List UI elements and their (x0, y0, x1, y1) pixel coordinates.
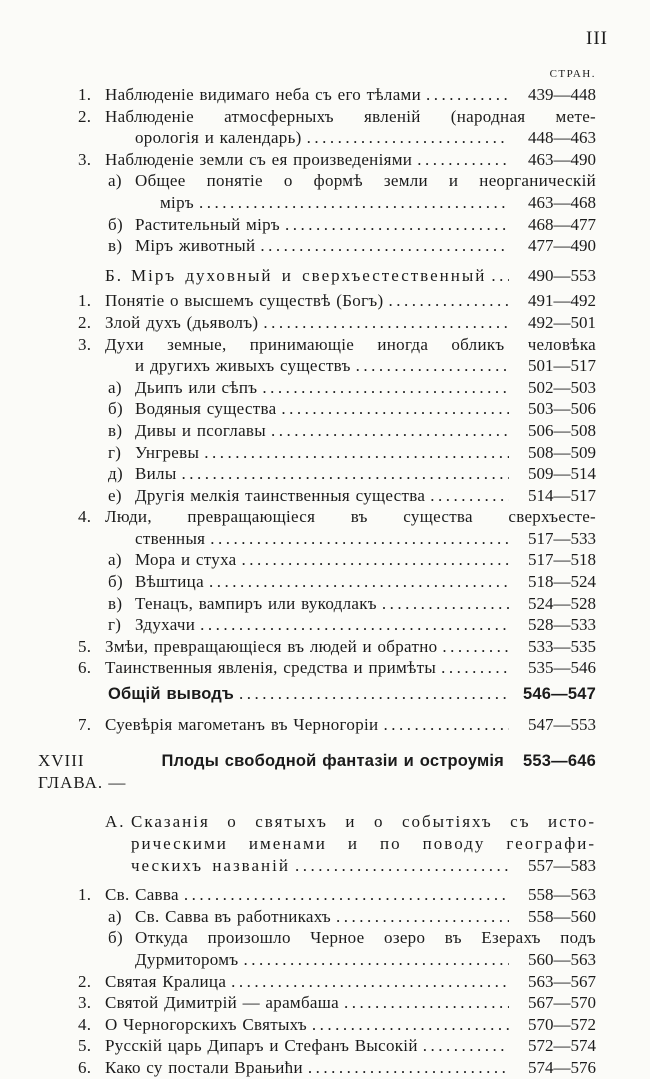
toc-item-pages: 553—646 (523, 752, 596, 771)
dot-leader (182, 463, 509, 485)
toc-item-marker: в) (108, 420, 123, 440)
toc-row (55, 290, 596, 312)
toc-item-pages: 570—572 (528, 1014, 596, 1034)
toc-item-pages: 558—563 (528, 885, 596, 905)
dot-leader (209, 571, 509, 593)
dot-leader (260, 235, 509, 257)
dot-leader (382, 593, 509, 615)
toc-row (55, 833, 596, 855)
toc-item-pages: 558—560 (528, 906, 596, 926)
toc-item-title: міръ (160, 192, 194, 212)
dot-leader (441, 657, 509, 679)
toc-item-pages: 514—517 (528, 485, 596, 505)
toc-row (55, 355, 596, 377)
toc-row (38, 750, 596, 793)
toc-item-pages: 501—517 (528, 356, 596, 376)
toc-item-pages: 502—503 (528, 377, 596, 397)
toc-item-title: Святой Димитрій — арамбаша (105, 993, 339, 1013)
toc-row (55, 170, 596, 192)
toc-item-pages: 524—528 (528, 593, 596, 613)
toc-item-pages: 506—508 (528, 420, 596, 440)
toc-row (55, 312, 596, 334)
toc-item-title: Наблюденіе земли съ ея произведеніями (105, 149, 413, 169)
toc-item-pages: 518—524 (528, 572, 596, 592)
toc-item-marker: 3. (78, 993, 92, 1013)
dot-leader (263, 312, 509, 334)
toc-item-pages: 509—514 (528, 464, 596, 484)
toc-item-pages: 567—570 (528, 993, 596, 1013)
dot-leader (262, 377, 509, 399)
toc-item-title: Дивы и псоглавы (135, 420, 266, 440)
toc-item-marker: г) (108, 615, 122, 635)
toc-item-marker: 2. (78, 971, 92, 991)
dot-leader (210, 528, 509, 550)
toc-row (55, 214, 596, 236)
toc-item-title: Міръ животный (135, 236, 256, 256)
toc-item-title: Сказанія о святыхъ и о событіяхъ съ исто- (131, 812, 596, 832)
toc-item-marker: 4. (78, 507, 92, 527)
toc-item-pages: 560—563 (528, 949, 596, 969)
toc-row (55, 714, 596, 736)
dot-leader (285, 214, 509, 236)
toc-item-title: Вѣштица (135, 572, 204, 592)
toc-item-title: Плоды свободной фантазіи и остроумія (161, 752, 504, 771)
dot-leader (200, 614, 509, 636)
toc-item-marker: а) (108, 171, 122, 191)
toc-item-marker: 7. (78, 714, 92, 734)
toc-row (55, 614, 596, 636)
toc-item-pages: 563—567 (528, 971, 596, 991)
toc-item-title: Суевѣрія магометанъ въ Черногоріи (105, 714, 379, 734)
toc-item-title: ческихъ названій (131, 855, 290, 875)
toc-item-title: Міръ духовный и сверхъестественный (131, 265, 487, 285)
dot-leader (295, 855, 509, 877)
toc-item-pages: 557—583 (528, 855, 596, 875)
toc-item-pages: 463—490 (528, 149, 596, 169)
toc-row (55, 949, 596, 971)
toc-item-marker: 3. (78, 334, 92, 354)
toc-item-pages: 439—448 (528, 85, 596, 104)
dot-leader (423, 1035, 509, 1057)
toc-row (55, 334, 596, 356)
dot-leader (231, 971, 509, 993)
toc-item-title: Мора и стуха (135, 550, 237, 570)
toc-row (55, 927, 596, 949)
toc-item-marker: 1. (78, 885, 92, 905)
toc-item-title: Другія мелкія таинственныя существа (135, 485, 426, 505)
toc-row (55, 811, 596, 833)
dot-leader (383, 714, 509, 736)
toc-item-title: Духи земные, принимающіе иногда обликъ человѣка (105, 334, 596, 354)
toc-row (55, 420, 596, 442)
toc-row (55, 636, 596, 658)
toc-item-title: Наблюденіе атмосферныхъ явленій (народная мете- (105, 106, 596, 126)
toc-item-marker: б) (108, 928, 123, 948)
toc-item-title: Откуда произошло Черное озеро въ Езерахъ подъ (135, 928, 596, 948)
toc-item-pages: 517—533 (528, 528, 596, 548)
toc-item-pages: 547—553 (528, 714, 596, 734)
toc-item-pages: 448—463 (528, 128, 596, 148)
toc-item-title: Люди, превращающіеся въ существа сверхъесте- (105, 507, 596, 527)
toc-row (55, 398, 596, 420)
toc-item-title: рическими именами и по поводу географи- (131, 834, 596, 853)
toc-item-title: Св. Савва (105, 885, 179, 905)
toc-row (55, 265, 596, 287)
toc-row (55, 149, 596, 171)
toc-row (55, 1014, 596, 1036)
toc-item-title: Здухачи (135, 615, 196, 635)
dot-leader (308, 1057, 509, 1079)
toc-item-pages: 546—547 (523, 685, 596, 704)
toc-item-pages: 503—506 (528, 399, 596, 419)
toc-item-pages: 508—509 (528, 442, 596, 462)
toc-item-pages: 491—492 (528, 291, 596, 311)
toc-item-title: Вилы (135, 464, 177, 484)
dot-leader (239, 683, 509, 705)
toc-item-marker: в) (108, 593, 123, 613)
toc-item-marker: б) (108, 572, 123, 592)
toc-row (55, 106, 596, 128)
toc-item-pages: 572—574 (528, 1036, 596, 1056)
dot-leader (336, 906, 509, 928)
toc-item-marker: 2. (78, 106, 92, 126)
toc-row (55, 571, 596, 593)
toc-item-marker: а) (108, 906, 122, 926)
page-number: III (586, 28, 608, 49)
dot-leader (243, 949, 509, 971)
toc-item-title: Русскій царь Дипаръ и Стефанъ Высокій (105, 1036, 418, 1056)
toc-item-pages: 533—535 (528, 636, 596, 656)
toc-item-title: ственныя (135, 528, 206, 548)
toc-item-title: Дурмиторомъ (135, 949, 239, 969)
dot-leader (388, 290, 509, 312)
toc-item-title: орологія и календарь) (135, 128, 302, 148)
toc-item-marker: е) (108, 485, 122, 505)
toc-row (55, 884, 596, 906)
dot-leader (204, 442, 509, 464)
toc-item-title: Таинственныя явленія, средства и примѣты (105, 658, 437, 678)
toc-row (55, 1035, 596, 1057)
toc-row (55, 506, 596, 528)
toc-item-title: Общій выводъ (108, 685, 234, 704)
toc-row (55, 463, 596, 485)
toc-row (55, 84, 596, 106)
toc-item-pages: 492—501 (528, 312, 596, 332)
toc-row (55, 906, 596, 928)
toc-item-title: Общее понятіе о формѣ земли и неорганическій (135, 171, 596, 191)
dot-leader (491, 265, 509, 287)
dot-leader (281, 398, 509, 420)
toc-item-pages: 463—468 (528, 192, 596, 212)
pages-column-header: СТРАН. (549, 68, 596, 80)
toc-item-marker: 6. (78, 1057, 92, 1077)
toc-item-marker: б) (108, 214, 123, 234)
toc-row (55, 528, 596, 550)
dot-leader (312, 1014, 509, 1036)
toc-row (55, 683, 596, 706)
dot-leader (344, 992, 509, 1014)
toc-item-title: Како су постали Врањићи (105, 1057, 303, 1077)
toc-row (55, 235, 596, 257)
dot-leader (356, 355, 509, 377)
toc-item-marker: 5. (78, 636, 92, 656)
toc-item-title: Водяныя существа (135, 399, 277, 419)
toc-item-marker: XVIII ГЛАВА. — (38, 751, 127, 792)
toc-item-title: Тенацъ, вампиръ или вукодлакъ (135, 593, 377, 613)
dot-leader (242, 549, 509, 571)
toc-item-marker: б) (108, 399, 123, 419)
toc-item-title: и другихъ живыхъ существъ (135, 356, 351, 376)
toc-row (55, 992, 596, 1014)
toc-row (55, 1057, 596, 1079)
toc-item-pages: 477—490 (528, 236, 596, 256)
dot-leader (417, 149, 509, 171)
toc-item-marker: д) (108, 464, 123, 484)
toc-row (55, 855, 596, 877)
toc-item-marker: 1. (78, 291, 92, 311)
toc-item-title: Злой духъ (дьяволъ) (105, 312, 259, 332)
toc-item-marker: Б. (105, 265, 124, 285)
toc-item-pages: 574—576 (528, 1057, 596, 1077)
dot-leader (271, 420, 509, 442)
toc-item-pages: 528—533 (528, 615, 596, 635)
toc-item-marker: а) (108, 550, 122, 570)
table-of-contents (38, 84, 596, 1079)
toc-row (55, 442, 596, 464)
toc-row (55, 971, 596, 993)
toc-item-pages: 535—546 (528, 658, 596, 678)
toc-item-title: Понятіе о высшемъ существѣ (Богъ) (105, 291, 384, 311)
toc-item-marker: в) (108, 236, 123, 256)
toc-item-title: Дьипъ или сѣпъ (135, 377, 258, 397)
toc-item-marker: 3. (78, 149, 92, 169)
toc-item-title: Унгревы (135, 442, 200, 462)
dot-leader (184, 884, 509, 906)
toc-row (55, 593, 596, 615)
toc-item-title: Змѣи, превращающіеся въ людей и обратно (105, 636, 438, 656)
toc-item-title: Наблюденіе видимаго неба съ его тѣлами (105, 85, 421, 104)
toc-row (55, 127, 596, 149)
dot-leader (430, 485, 509, 507)
toc-item-marker: 1. (78, 85, 92, 104)
toc-item-marker: 2. (78, 312, 92, 332)
toc-item-marker: А. (105, 812, 126, 832)
toc-item-title: О Черногорскихъ Святыхъ (105, 1014, 307, 1034)
dot-leader (442, 636, 509, 658)
toc-item-title: Святая Кралица (105, 971, 227, 991)
toc-row (55, 192, 596, 214)
toc-item-marker: г) (108, 442, 122, 462)
dot-leader (307, 127, 509, 149)
toc-item-marker: 6. (78, 658, 92, 678)
toc-item-title: Св. Савва въ работникахъ (135, 906, 332, 926)
toc-item-pages: 468—477 (528, 214, 596, 234)
toc-row (55, 377, 596, 399)
toc-item-pages: 490—553 (528, 265, 596, 285)
toc-row (55, 485, 596, 507)
toc-item-pages: 517—518 (528, 550, 596, 570)
toc-item-title: Растительный міръ (135, 214, 281, 234)
toc-item-marker: 5. (78, 1036, 92, 1056)
toc-item-marker: а) (108, 377, 122, 397)
toc-row (55, 549, 596, 571)
dot-leader (426, 84, 509, 106)
toc-item-marker: 4. (78, 1014, 92, 1034)
toc-row (55, 657, 596, 679)
dot-leader (199, 192, 509, 214)
